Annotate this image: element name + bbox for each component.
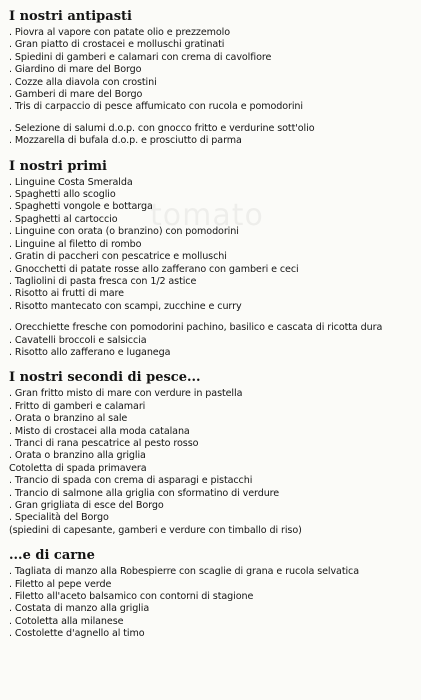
menu-item: . Piovra al vapore con patate olio e prezzemolo [9,27,230,38]
menu-item: . Cotoletta alla milanese [9,615,124,627]
menu-item: . Orata o branzino alla griglia [9,450,146,462]
menu-item: . Specialità del Borgo [9,512,109,524]
menu-item: . Gran grigliata di esce del Borgo [9,500,164,511]
menu-item: . Spaghetti allo scoglio [9,189,116,201]
menu-item: . Misto di crostacei alla moda catalana [9,425,190,437]
menu-item: . Trancio di spada con crema di asparagi e pistacchi [9,475,253,487]
menu-item: . Spiedini di gamberi e calamari con crema di cavolfiore [9,51,272,63]
section-spacer [9,148,417,158]
menu-item: . Orata o branzino al sale [9,413,128,425]
section-spacer [9,537,417,547]
menu-item: . Trancio di salmone alla griglia con sformatino di verdure [9,487,280,499]
menu-item: Cotoletta di spada primavera [9,462,147,474]
menu-item: . Tagliata di manzo alla Robespierre con scaglie di grana e rucola selvatica [9,566,360,578]
menu-item: . Cavatelli broccoli e salsiccia [9,334,147,346]
menu-item: . Tagliolini di pasta fresca con 1/2 astice [9,275,197,287]
menu-item: . Risotto mantecato con scampi, zucchine e curry [9,300,242,312]
menu-item: (spiedini di capesante, gamberi e verdure con timballo di riso) [9,524,302,536]
menu-item: . Orecchiette fresche con pomodorini pachino, basilico e cascata di ricotta dura [9,322,383,334]
watermark: tomato [150,198,264,233]
menu-item: . Gamberi di mare del Borgo [9,89,143,101]
menu-item: . Selezione di salumi d.o.p. con gnocco fritto e verdurine sott'olio [9,122,315,134]
menu-item: . Linguine con orata (o branzino) con pomodorini [9,226,239,238]
menu-item: . Risotto allo zafferano e luganega [9,346,171,358]
menu-item: . Spaghetti vongole e bottarga [9,201,153,213]
section-title: I nostri primi [9,158,107,174]
menu-item: . Mozzarella di bufala d.o.p. e prosciutto di parma [9,135,242,147]
group-spacer [9,313,417,322]
menu-item: . Filetto al pepe verde [9,578,112,590]
menu-document [9,8,417,641]
section-title: ...e di carne [9,548,95,564]
menu-item: . Giardino di mare del Borgo [9,64,142,76]
menu-item: . Costolette d'agnello al timo [9,628,145,640]
menu-item: . Spaghetti al cartoccio [9,213,118,225]
section-title: I nostri secondi di pesce... [9,370,201,386]
menu-item: . Tranci di rana pescatrice al pesto rosso [9,437,199,449]
menu-item: . Gratin di paccheri con pescatrice e molluschi [9,251,227,263]
menu-item: . Linguine Costa Smeralda [9,176,133,188]
section-spacer [9,359,417,369]
menu-item: . Gran piatto di crostacei e molluschi gratinati [9,39,225,51]
menu-item: . Linguine al filetto di rombo [9,238,142,250]
menu-item: . Gran fritto misto di mare con verdure in pastella [9,388,243,400]
menu-item: . Fritto di gamberi e calamari [9,400,146,412]
group-spacer [9,114,417,123]
menu-item: . Gnocchetti di patate rosse allo zafferano con gamberi e ceci [9,263,299,275]
section-title: I nostri antipasti [9,9,132,24]
menu-item: . Risotto ai frutti di mare [9,288,124,300]
menu-item: . Cozze alla diavola con crostini [9,76,157,88]
menu-item: . Filetto all'aceto balsamico con contorni di stagione [9,591,254,603]
menu-item: . Tris di carpaccio di pesce affumicato con rucola e pomodorini [9,101,303,113]
menu-item: . Costata di manzo alla griglia [9,603,150,615]
